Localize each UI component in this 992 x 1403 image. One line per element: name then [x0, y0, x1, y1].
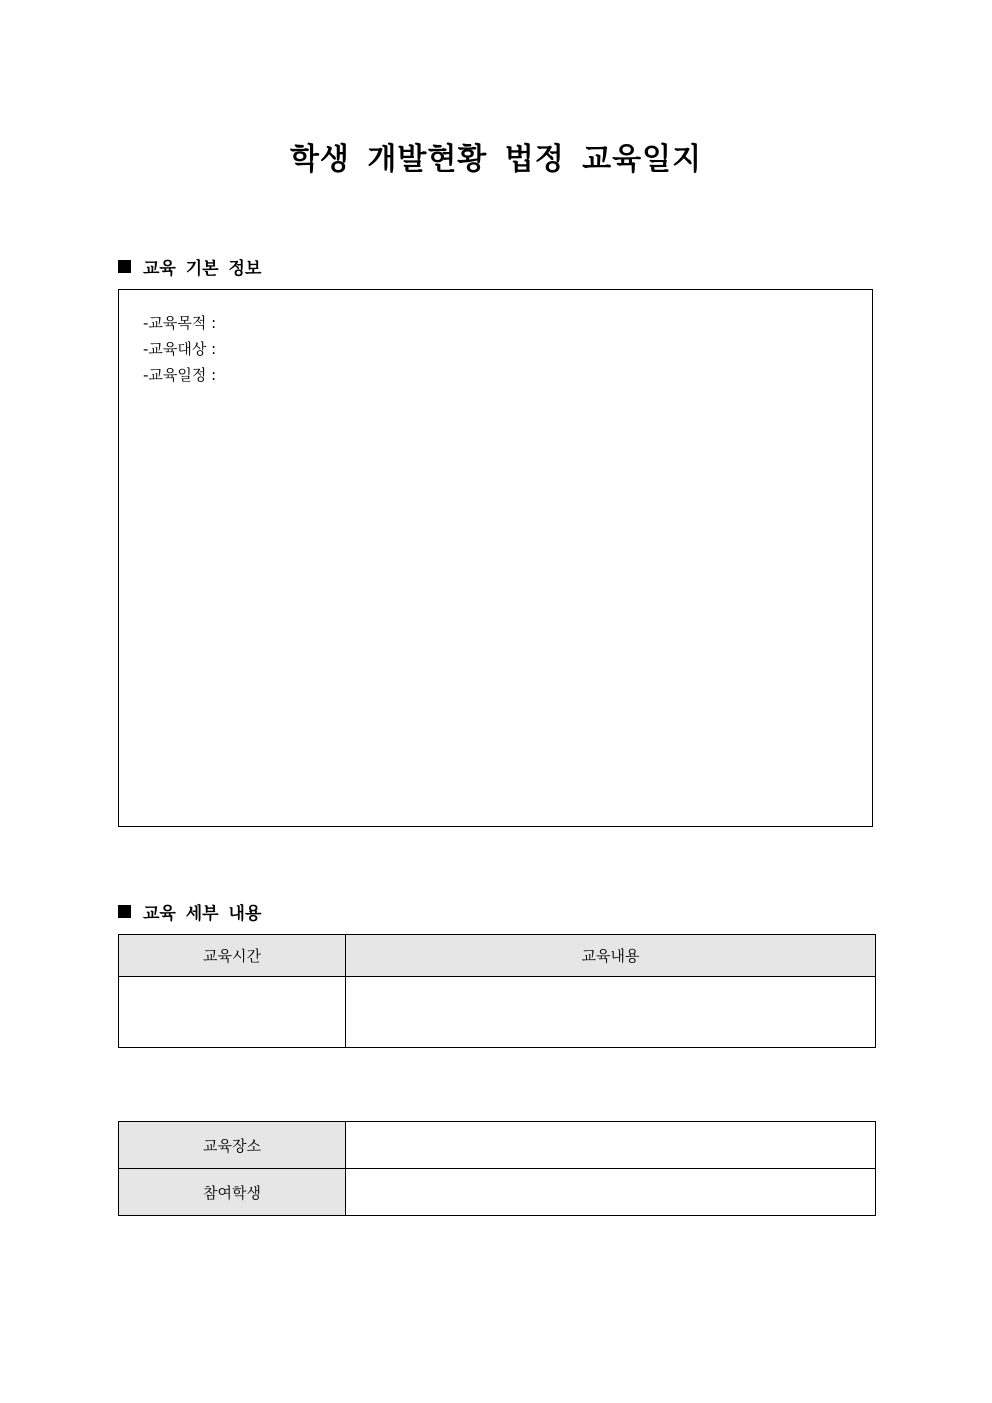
- table-row: [119, 1169, 876, 1216]
- participants-value-cell[interactable]: [346, 1169, 876, 1216]
- row-label-participants: 참여학생: [119, 1169, 346, 1216]
- document-title: 학생 개발현황 법정 교육일지: [289, 142, 703, 177]
- section-heading-basic-info: [118, 254, 261, 279]
- basic-info-box[interactable]: [118, 289, 873, 827]
- black-square-icon: [118, 905, 131, 918]
- table-header-row: [119, 935, 876, 977]
- column-header-time: 교육시간: [119, 935, 346, 977]
- table-row: [119, 1122, 876, 1169]
- location-table: [118, 1121, 876, 1216]
- location-value-cell[interactable]: [346, 1122, 876, 1169]
- info-line-purpose: -교육목적 :: [143, 314, 217, 332]
- content-cell[interactable]: [346, 977, 876, 1048]
- column-header-content: 교육내용: [346, 935, 876, 977]
- table-row: [119, 977, 876, 1048]
- section-heading-label: 교육 세부 내용: [143, 904, 262, 924]
- info-line-schedule: -교육일정 :: [143, 366, 217, 384]
- detail-table: [118, 934, 876, 1048]
- section-heading-detail: [118, 899, 261, 924]
- black-square-icon: [118, 260, 131, 273]
- time-cell[interactable]: [119, 977, 346, 1048]
- info-line-target: -교육대상 :: [143, 340, 217, 358]
- section-heading-label: 교육 기본 정보: [143, 259, 262, 279]
- row-label-location: 교육장소: [119, 1122, 346, 1169]
